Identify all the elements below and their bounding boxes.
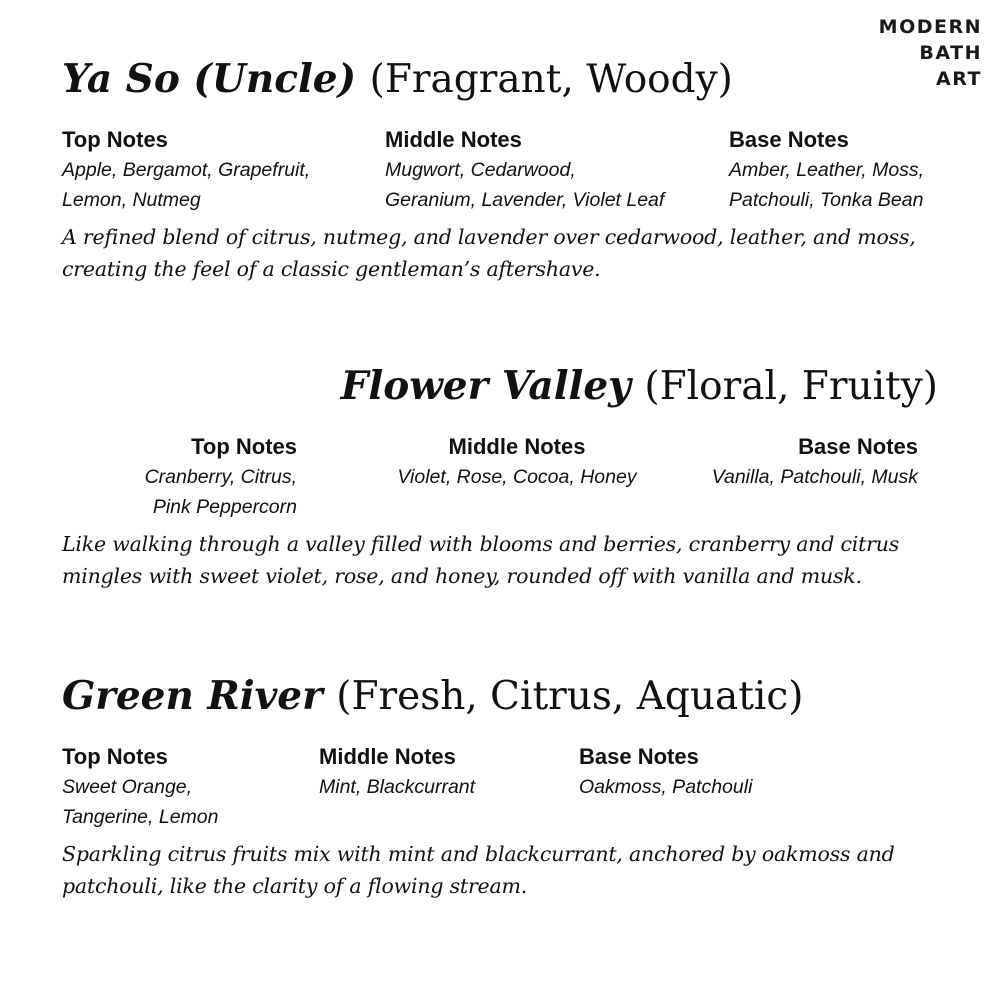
middle-notes bbox=[385, 125, 705, 215]
description-line: Sparkling citrus fruits mix with mint and blackcurrant, anchored by oakmoss and bbox=[62, 842, 895, 866]
base-notes bbox=[729, 125, 959, 215]
scent-tags: (Fragrant, Woody) bbox=[369, 57, 733, 102]
middle-notes bbox=[319, 742, 539, 802]
notes-row bbox=[62, 742, 938, 832]
description-line: patchouli, like the clarity of a flowing stream. bbox=[62, 874, 528, 898]
notes-row bbox=[62, 125, 938, 215]
scent-title bbox=[62, 671, 938, 722]
middle-notes-label: Middle Notes bbox=[448, 434, 586, 459]
scent-name: Ya So (Uncle) bbox=[62, 56, 357, 102]
description-line: creating the feel of a classic gentleman’s aftershave. bbox=[62, 257, 601, 281]
base-notes bbox=[678, 432, 918, 492]
top-notes bbox=[62, 742, 292, 832]
middle-notes-label: Middle Notes bbox=[319, 744, 456, 769]
scent-name: Green River bbox=[62, 673, 323, 719]
top-notes-line: Tangerine, Lemon bbox=[62, 806, 219, 828]
top-notes-line: Apple, Bergamot, Grapefruit, bbox=[62, 159, 311, 181]
base-notes-line: Vanilla, Patchouli, Musk bbox=[711, 466, 918, 488]
top-notes-line: Cranberry, Citrus, bbox=[144, 466, 297, 488]
top-notes-line: Pink Peppercorn bbox=[152, 496, 297, 518]
top-notes-label: Top Notes bbox=[62, 744, 168, 769]
scent-tags: (Fresh, Citrus, Aquatic) bbox=[336, 674, 804, 719]
scent-description bbox=[62, 528, 938, 592]
base-notes-line: Amber, Leather, Moss, bbox=[729, 159, 925, 181]
scent-section-ya-so bbox=[62, 54, 938, 285]
top-notes-line: Lemon, Nutmeg bbox=[62, 189, 201, 211]
description-line: Like walking through a valley filled with blooms and berries, cranberry and citrus bbox=[62, 532, 900, 556]
scent-description bbox=[62, 221, 938, 285]
notes-row bbox=[62, 432, 938, 522]
top-notes bbox=[62, 125, 362, 215]
top-notes-line: Sweet Orange, bbox=[62, 776, 193, 798]
scent-title bbox=[62, 361, 938, 412]
top-notes bbox=[102, 432, 297, 522]
middle-notes bbox=[367, 432, 667, 492]
middle-notes-line: Mint, Blackcurrant bbox=[319, 776, 476, 798]
scent-title bbox=[62, 54, 938, 105]
base-notes-label: Base Notes bbox=[798, 434, 918, 459]
base-notes-line: Oakmoss, Patchouli bbox=[579, 776, 753, 798]
base-notes-label: Base Notes bbox=[579, 744, 699, 769]
scent-description bbox=[62, 838, 938, 902]
base-notes bbox=[579, 742, 839, 802]
scent-name: Flower Valley bbox=[340, 363, 631, 409]
middle-notes-line: Geranium, Lavender, Violet Leaf bbox=[385, 189, 665, 211]
top-notes-label: Top Notes bbox=[62, 127, 168, 152]
logo-line-art: ART bbox=[936, 68, 982, 90]
middle-notes-line: Violet, Rose, Cocoa, Honey bbox=[397, 466, 637, 488]
scent-section-green-river bbox=[62, 671, 938, 902]
description-line: mingles with sweet violet, rose, and honey, rounded off with vanilla and musk. bbox=[62, 564, 862, 588]
middle-notes-label: Middle Notes bbox=[385, 127, 522, 152]
scent-section-flower-valley bbox=[62, 361, 938, 592]
logo-line-bath: BATH bbox=[919, 42, 982, 64]
middle-notes-line: Mugwort, Cedarwood, bbox=[385, 159, 576, 181]
base-notes-label: Base Notes bbox=[729, 127, 849, 152]
description-line: A refined blend of citrus, nutmeg, and lavender over cedarwood, leather, and moss, bbox=[62, 225, 916, 249]
logo-line-modern: MODERN bbox=[878, 16, 982, 38]
top-notes-label: Top Notes bbox=[191, 434, 297, 459]
scent-tags: (Floral, Fruity) bbox=[644, 364, 938, 409]
base-notes-line: Patchouli, Tonka Bean bbox=[729, 189, 924, 211]
